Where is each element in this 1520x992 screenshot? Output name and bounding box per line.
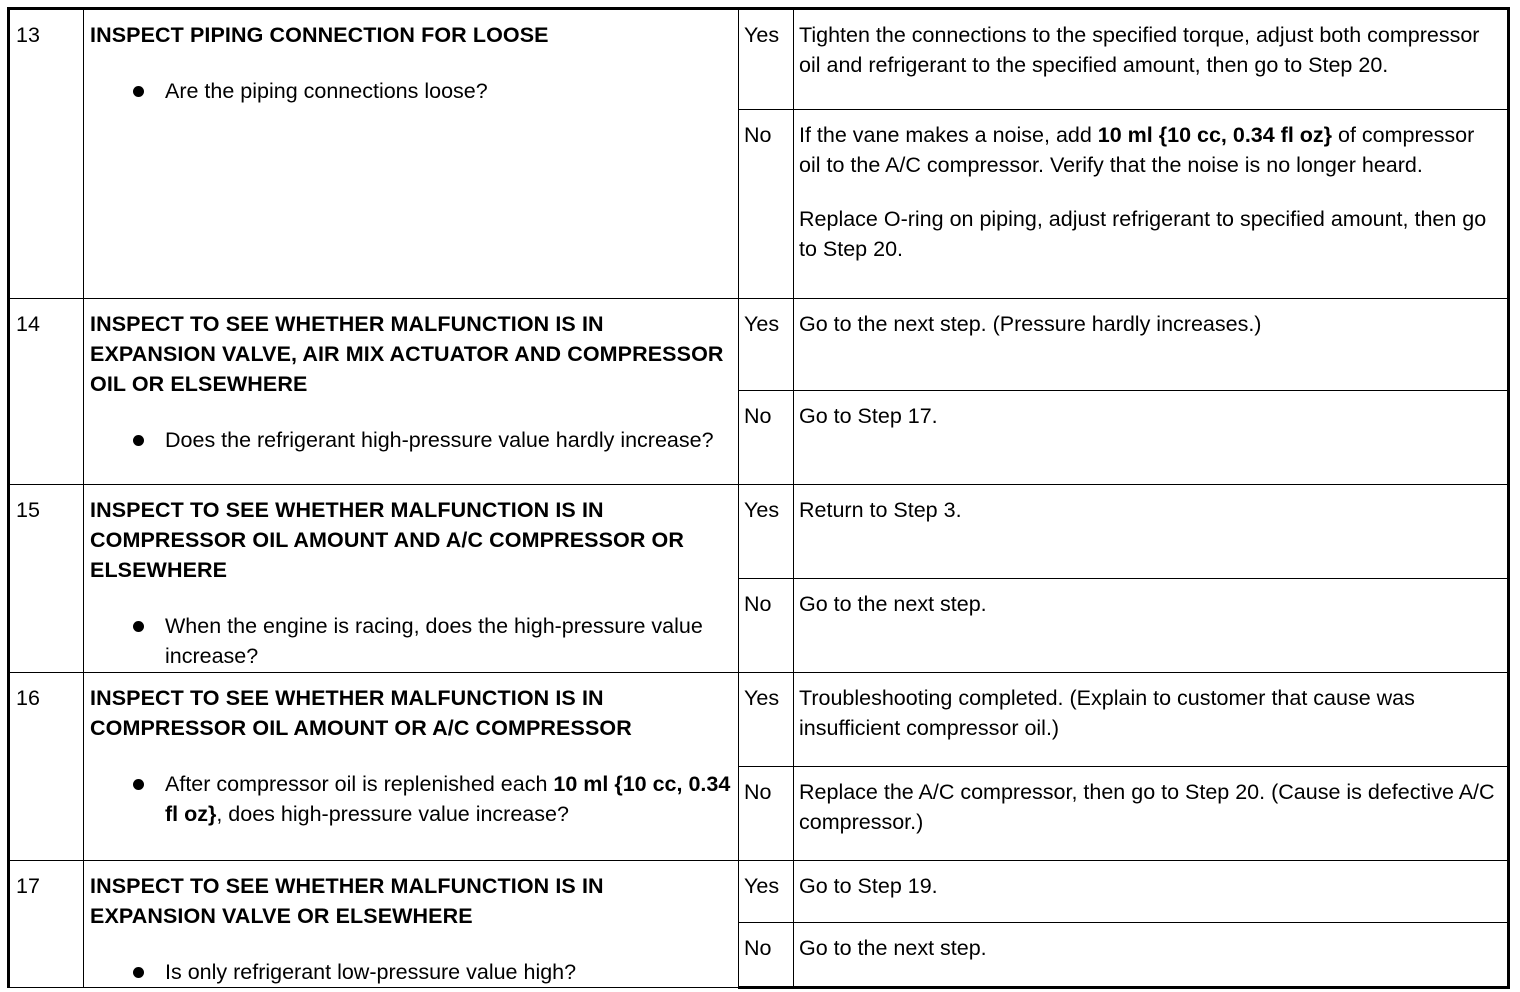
no-action: Replace the A/C compressor, then go to Step 20. (Cause is defective A/C compressor.) xyxy=(794,767,1509,861)
step-13-yes-row xyxy=(9,9,1509,110)
no-action-quantity: 10 ml {10 cc, 0.34 fl oz} xyxy=(1097,123,1333,147)
yes-action: Tighten the connections to the specified torque, adjust both compressor oil and refrigerant to the specified amount, then go to Step 20. xyxy=(794,9,1509,110)
step-inspection-cell xyxy=(84,299,739,485)
no-label: No xyxy=(739,767,794,861)
no-action: Go to the next step. xyxy=(794,923,1509,988)
no-label: No xyxy=(739,579,794,673)
yes-action: Troubleshooting completed. (Explain to customer that cause was insufficient compressor oil.) xyxy=(794,673,1509,767)
yes-action: Go to Step 19. xyxy=(794,861,1509,923)
yes-label: Yes xyxy=(739,9,794,110)
no-action: Go to the next step. xyxy=(794,579,1509,673)
no-label: No xyxy=(739,110,794,299)
step-inspection-cell xyxy=(84,673,739,861)
step-title: INSPECT TO SEE WHETHER MALFUNCTION IS IN COMPRESSOR OIL AMOUNT OR A/C COMPRESSOR xyxy=(90,686,632,740)
step-question: Does the refrigerant high-pressure value hardly increase? xyxy=(165,425,732,455)
no-action xyxy=(794,110,1509,299)
no-action-text-cont: of compressor oil to the A/C compressor. Verify that the noise is no longer heard. xyxy=(799,123,1475,177)
step-question-text-cont: , does high-pressure value increase? xyxy=(216,802,569,826)
step-title: INSPECT PIPING CONNECTION FOR LOOSE xyxy=(90,23,549,47)
step-16-yes-row xyxy=(9,673,1509,767)
no-action-text: If the vane makes a noise, add xyxy=(799,123,1098,147)
yes-label: Yes xyxy=(739,861,794,923)
step-14-yes-row xyxy=(9,299,1509,391)
step-inspection-cell xyxy=(84,9,739,299)
no-action-para1 xyxy=(799,120,1501,180)
step-number: 15 xyxy=(9,485,84,673)
step-question: Is only refrigerant low-pressure value high? xyxy=(165,957,732,987)
step-inspection-cell xyxy=(84,861,739,988)
yes-action: Return to Step 3. xyxy=(794,485,1509,579)
step-number: 14 xyxy=(9,299,84,485)
no-label: No xyxy=(739,391,794,485)
no-label: No xyxy=(739,923,794,988)
yes-label: Yes xyxy=(739,299,794,391)
step-question-quantity: 10 ml {10 cc, 0.34 fl oz} xyxy=(165,772,731,826)
yes-label: Yes xyxy=(739,673,794,767)
step-17-yes-row xyxy=(9,861,1509,923)
step-number: 17 xyxy=(9,861,84,988)
step-title: INSPECT TO SEE WHETHER MALFUNCTION IS IN EXPANSION VALVE, AIR MIX ACTUATOR AND COMPRESSOR OIL OR ELSEWHERE xyxy=(90,312,724,396)
step-question xyxy=(165,769,732,829)
step-question-text: After compressor oil is replenished each xyxy=(165,772,554,796)
step-number: 13 xyxy=(9,9,84,299)
no-action: Go to Step 17. xyxy=(794,391,1509,485)
diagnostic-table xyxy=(7,7,1510,989)
step-title: INSPECT TO SEE WHETHER MALFUNCTION IS IN EXPANSION VALVE OR ELSEWHERE xyxy=(90,874,604,928)
step-number: 16 xyxy=(9,673,84,861)
step-inspection-cell xyxy=(84,485,739,673)
yes-label: Yes xyxy=(739,485,794,579)
step-15-yes-row xyxy=(9,485,1509,579)
step-question: When the engine is racing, does the high-pressure value increase? xyxy=(165,611,732,671)
yes-action: Go to the next step. (Pressure hardly increases.) xyxy=(794,299,1509,391)
step-title: INSPECT TO SEE WHETHER MALFUNCTION IS IN COMPRESSOR OIL AMOUNT AND A/C COMPRESSOR OR ELSEWHERE xyxy=(90,498,684,582)
step-question: Are the piping connections loose? xyxy=(165,76,732,106)
no-action-para2: Replace O-ring on piping, adjust refrigerant to specified amount, then go to Step 20. xyxy=(799,207,1487,261)
